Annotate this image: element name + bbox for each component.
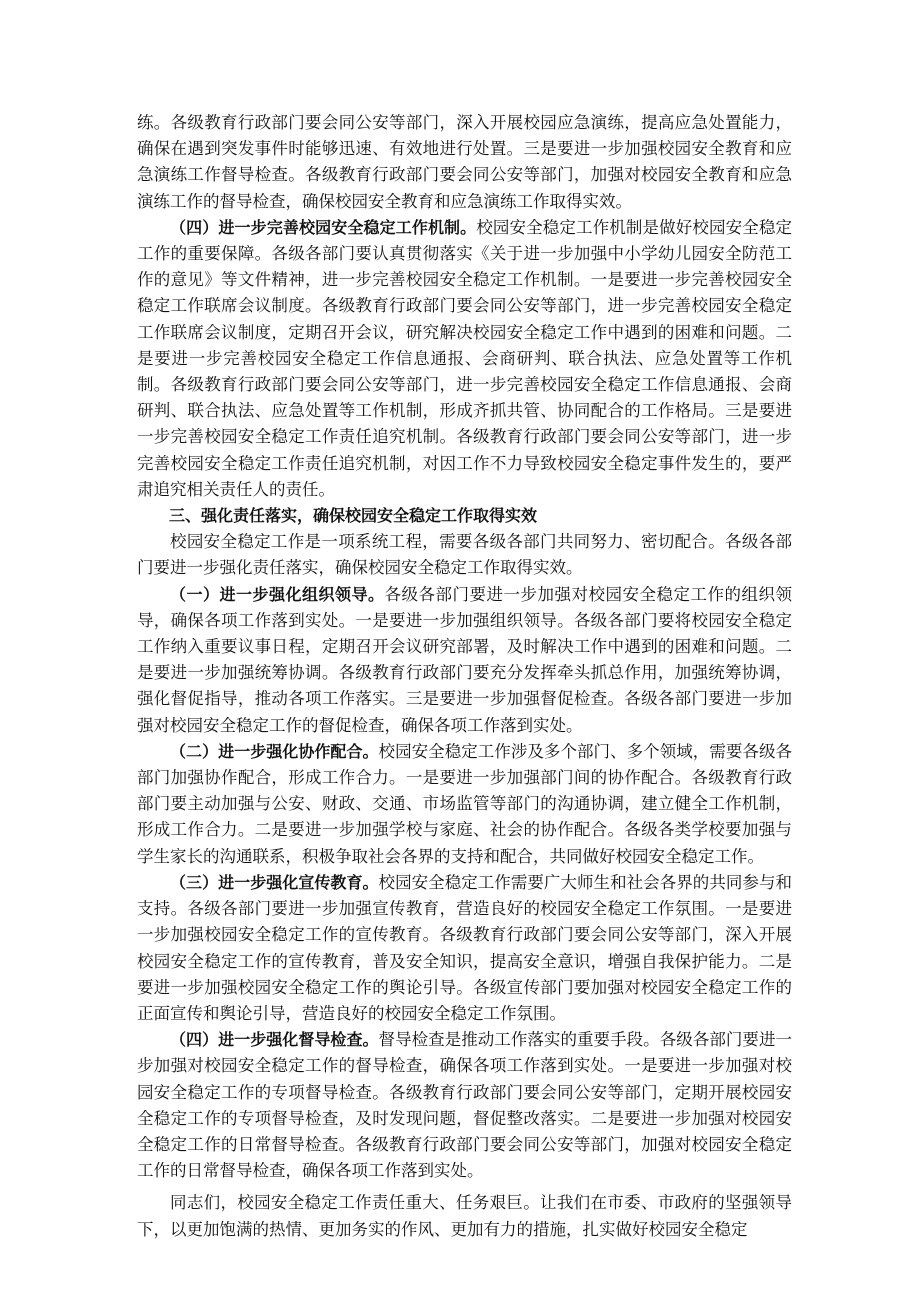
paragraph-section-intro: 校园安全稳定工作是一项系统工程，需要各级各部门共同努力、密切配合。各级各部门要进一步强化责任落实，确保校园安全稳定工作取得实效。 [137,532,792,578]
paragraph-publicity-body: 校园安全稳定工作需要广大师生和社会各界的共同参与和支持。各级各部门要进一步加强宣传教育，营造良好的校园安全稳定工作氛围。一是要进一步加强校园安全稳定工作的宣传教育。各级教育行政部门要会同公安等部门，深入开展校园安全稳定工作的宣传教育，普及安全知识，提高安全意识，增强自我保护能力。二是要进一步加强校园安全稳定工作的舆论引导。各级宣传部门要加强对校园安全稳定工作的正面宣传和舆论引导，营造良好的校园安全稳定工作氛围。 [137,872,792,1023]
section-heading-three: 三、强化责任落实，确保校园安全稳定工作取得实效 [169,506,538,526]
subheading-leadership: （一）进一步强化组织领导。 [170,584,385,604]
document-body [137,110,792,1243]
subheading-inspection: （四）进一步强化督导检查。 [170,1030,379,1050]
paragraph-leadership-body: 各级各部门要进一步加强对校园安全稳定工作的组织领导，确保各项工作落到实处。一是要进一步加强组织领导。各级各部门要将校园安全稳定工作纳入重要议事日程，定期召开会议研究部署，及时解决工作中遇到的困难和问题。二是要进一步加强统筹协调。各级教育行政部门要充分发挥牵头抓总作用，加强统筹协调，强化督促指导，推动各项工作落实。三是要进一步加强督促检查。各级各部门要进一步加强对校园安全稳定工作的督促检查，确保各项工作落到实处。 [137,584,792,735]
paragraph-cooperation [137,739,792,870]
subheading-cooperation: （二）进一步强化协作配合。 [170,741,379,761]
paragraph-closing: 同志们，校园安全稳定工作责任重大、任务艰巨。让我们在市委、市政府的坚强领导下，以更加饱满的热情、更加务实的作风、更加有力的措施，扎实做好校园安全稳定 [137,1193,792,1239]
paragraph-leadership [137,582,792,739]
paragraph-mechanism [137,215,792,503]
paragraph-publicity [137,870,792,1027]
subheading-publicity: （三）进一步强化宣传教育。 [170,872,379,892]
paragraph-cooperation-body: 校园安全稳定工作涉及多个部门、多个领域，需要各级各部门加强协作配合，形成工作合力。一是要进一步加强部门间的协作配合。各级教育行政部门要主动加强与公安、财政、交通、市场监管等部门的沟通协调，建立健全工作机制，形成工作合力。二是要进一步加强学校与家庭、社会的协作配合。各级各类学校要加强与学生家长的沟通联系，积极争取社会各界的支持和配合，共同做好校园安全稳定工作。 [137,741,792,866]
paragraph-inspection-body: 督导检查是推动工作落实的重要手段。各级各部门要进一步加强对校园安全稳定工作的督导检查，确保各项工作落到实处。一是要进一步加强对校园安全稳定工作的专项督导检查。各级教育行政部门要会同公安等部门，定期开展校园安全稳定工作的专项督导检查，及时发现问题，督促整改落实。二是要进一步加强对校园安全稳定工作的日常督导检查。各级教育行政部门要会同公安等部门，加强对校园安全稳定工作的日常督导检查，确保各项工作落到实处。 [137,1030,792,1181]
paragraph-inspection [137,1027,792,1184]
subheading-mechanism: （四）进一步完善校园安全稳定工作机制。 [170,217,477,237]
paragraph-continuation: 练。各级教育行政部门要会同公安等部门，深入开展校园应急演练，提高应急处置能力，确保在遇到突发事件时能够迅速、有效地进行处置。三是要进一步加强校园安全教育和应急演练工作督导检查。各级教育行政部门要会同公安等部门，加强对校园安全教育和应急演练工作的督导检查，确保校园安全教育和应急演练工作取得实效。 [137,113,792,211]
paragraph-mechanism-body: 校园安全稳定工作机制是做好校园安全稳定工作的重要保障。各级各部门要认真贯彻落实《关于进一步加强中小学幼儿园安全防范工作的意见》等文件精神，进一步完善校园安全稳定工作机制。一是要进一步完善校园安全稳定工作联席会议制度。各级教育行政部门要会同公安等部门，进一步完善校园安全稳定工作联席会议制度，定期召开会议，研究解决校园安全稳定工作中遇到的困难和问题。二是要进一步完善校园安全稳定工作信息通报、会商研判、联合执法、应急处置等工作机制。各级教育行政部门要会同公安等部门，进一步完善校园安全稳定工作信息通报、会商研判、联合执法、应急处置等工作机制，形成齐抓共管、协同配合的工作格局。三是要进一步完善校园安全稳定工作责任追究机制。各级教育行政部门要会同公安等部门，进一步完善校园安全稳定工作责任追究机制，对因工作不力导致校园安全稳定事件发生的，要严肃追究相关责任人的责任。 [137,217,792,499]
